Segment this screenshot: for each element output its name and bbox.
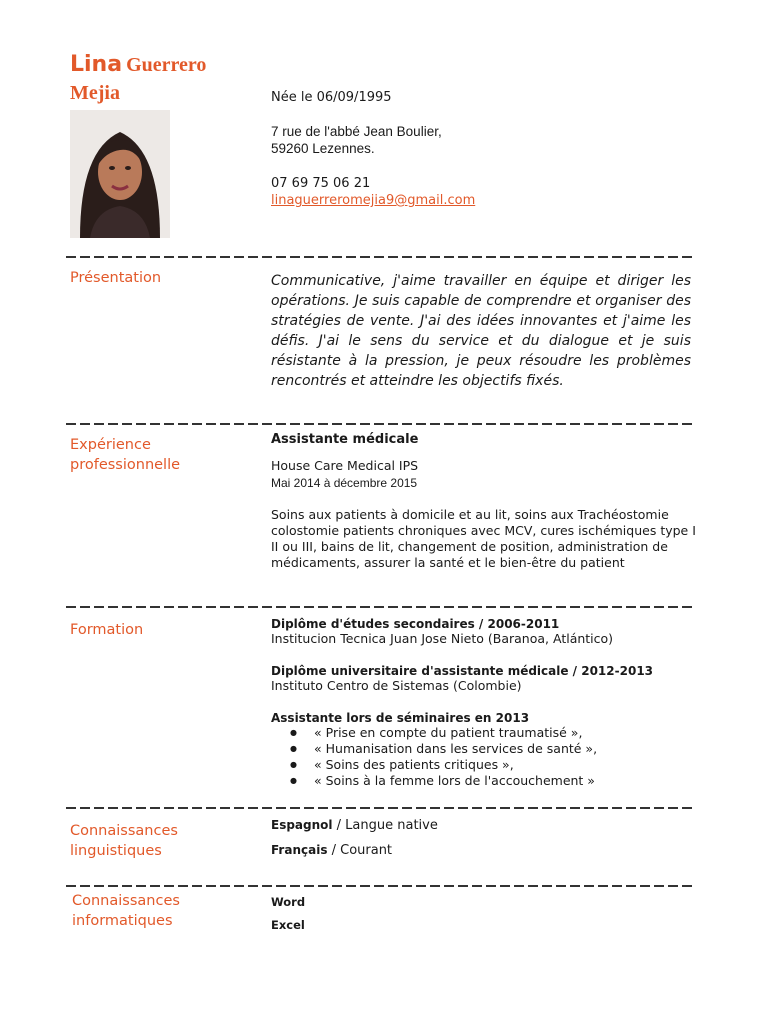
name-first <box>70 52 206 77</box>
languages-label <box>70 821 178 861</box>
list-item: ● « Humanisation dans les services de santé », <box>286 741 597 757</box>
seminars-title: Assistante lors de séminaires en 2013 <box>271 711 530 725</box>
experience-label-line2: professionnelle <box>70 457 181 473</box>
language-name: Espagnol <box>271 818 333 832</box>
presentation-label: Présentation <box>70 270 162 286</box>
job-period: Mai 2014 à décembre 2015 <box>271 476 418 490</box>
section-divider <box>66 256 696 258</box>
email-link[interactable]: linaguerreromejia9@gmail.com <box>271 193 476 208</box>
language-spanish <box>271 818 438 833</box>
software-word: Word <box>271 895 306 909</box>
seminars-list <box>286 725 597 789</box>
list-item: ● « Prise en compte du patient traumatisé », <box>286 725 597 741</box>
computing-label-line1: Connaissances <box>72 893 180 909</box>
degree1-school: Institucion Tecnica Juan Jose Nieto (Baranoa, Atlántico) <box>271 631 614 646</box>
job-company: House Care Medical IPS <box>271 458 419 473</box>
birth-date: Née le 06/09/1995 <box>271 90 392 105</box>
formation-label: Formation <box>70 622 144 638</box>
last-name-2: Mejia <box>70 82 120 104</box>
section-divider <box>66 423 696 425</box>
list-item: ● « Soins à la femme lors de l'accouchement » <box>286 773 597 789</box>
phone: 07 69 75 06 21 <box>271 176 371 191</box>
job-description: Soins aux patients à domicile et au lit, soins aux Trachéostomie colostomie patients chroniques avec MCV, cures ischémiques type I II ou III, bains de lit, changement de position, administration de médicaments, assurer la santé et le bien-être du patient <box>271 507 696 570</box>
experience-label-line1: Expérience <box>70 437 151 453</box>
computing-label <box>72 891 180 931</box>
language-french <box>271 843 392 858</box>
profile-photo <box>70 110 170 238</box>
computing-label-line2: informatiques <box>72 913 173 929</box>
experience-label <box>70 435 180 475</box>
presentation-text: Communicative, j'aime travailler en équipe et diriger les opérations. Je suis capable de comprendre et organiser des stratégies de vente. J'ai des idées innovantes et j'aime les défis. J'ai le sens du service et du dialogue et je suis résistante à la pression, je peux résoudre les problèmes rencontrés et atteindre les objectifs fixés. <box>271 273 691 389</box>
languages-label-line1: Connaissances <box>70 823 178 839</box>
section-divider <box>66 885 696 887</box>
degree1-title: Diplôme d'études secondaires / 2006-2011 <box>271 617 560 631</box>
language-level: / Langue native <box>332 818 438 833</box>
section-divider <box>66 807 696 809</box>
degree2-title: Diplôme universitaire d'assistante médicale / 2012-2013 <box>271 664 654 678</box>
software-excel: Excel <box>271 918 305 932</box>
last-name-1: Guerrero <box>126 54 207 76</box>
degree2-school: Instituto Centro de Sistemas (Colombie) <box>271 678 522 693</box>
job-title: Assistante médicale <box>271 432 419 447</box>
language-level: / Courant <box>327 843 393 858</box>
address-line-2: 59260 Lezennes. <box>271 141 375 156</box>
section-divider <box>66 606 696 608</box>
list-item: ● « Soins des patients critiques », <box>286 757 597 773</box>
address-line-1: 7 rue de l'abbé Jean Boulier, <box>271 124 442 139</box>
language-name: Français <box>271 843 328 857</box>
languages-label-line2: linguistiques <box>70 843 162 859</box>
first-name: Lina <box>70 52 123 77</box>
